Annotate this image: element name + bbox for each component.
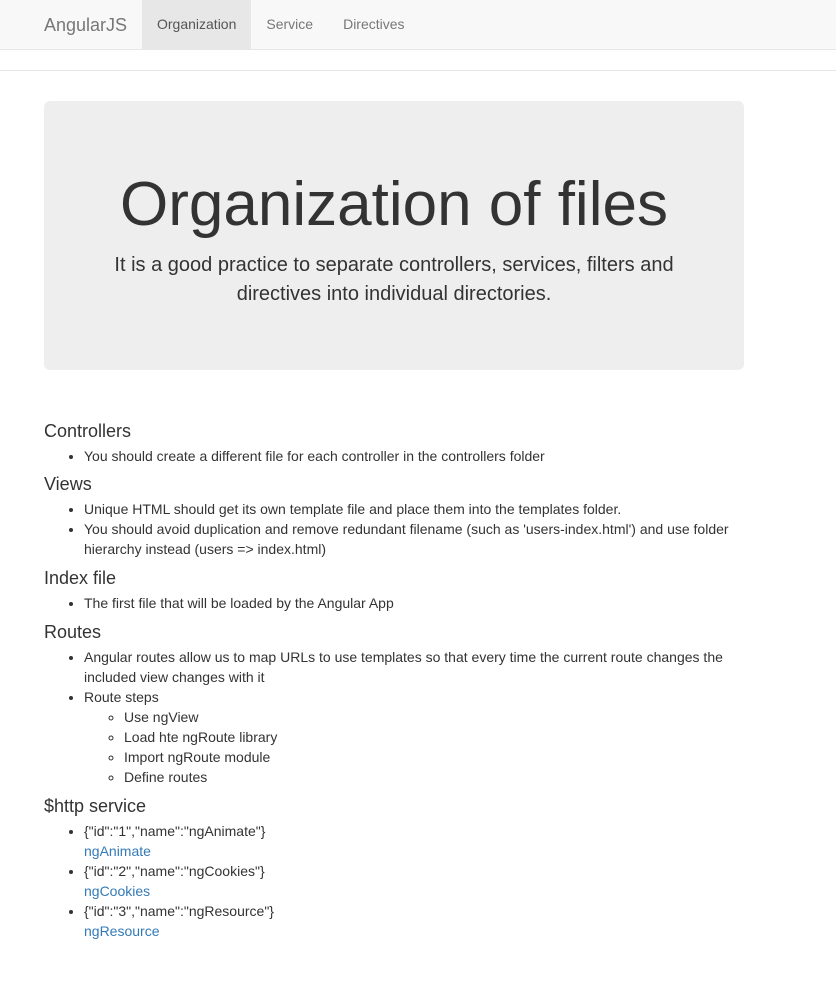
sub-list-item: ◦ Use ngView [124, 707, 764, 727]
list-item [84, 901, 764, 941]
json-text: {"id":"3","name":"ngResource"} [84, 903, 274, 919]
library-link[interactable]: ngResource [84, 923, 160, 939]
json-text: {"id":"2","name":"ngCookies"} [84, 863, 265, 879]
section-routes [44, 619, 764, 787]
list-item: • You should create a different file for each controller in the controllers folder [84, 446, 764, 466]
list-item [84, 821, 764, 861]
list-item: • The first file that will be loaded by the Angular App [84, 593, 764, 613]
section-controllers [44, 418, 764, 466]
section-heading: Routes [44, 622, 102, 642]
list-item-route-steps [84, 687, 764, 787]
bullet-list [44, 593, 764, 613]
list-item: • You should avoid duplication and remove redundant filename (such as 'users-index.html') and use folder hierarchy instead (users => index.html) [84, 519, 764, 559]
nav-item-organization [142, 0, 251, 49]
sub-list-item: ◦ Define routes [124, 767, 764, 787]
section-views [44, 471, 764, 559]
sub-list-item: ◦ Import ngRoute module [124, 747, 764, 767]
bullet-list [44, 499, 764, 559]
navbar [0, 0, 836, 50]
library-link[interactable]: ngAnimate [84, 843, 151, 859]
bullet-list [44, 647, 764, 787]
sub-list [84, 707, 764, 787]
list-item: • Unique HTML should get its own template file and place them into the templates folder. [84, 499, 764, 519]
bullet-list [44, 446, 764, 466]
page-title: Organization of files [120, 170, 668, 239]
tab-organization[interactable]: Organization [142, 0, 251, 49]
library-link[interactable]: ngCookies [84, 883, 151, 899]
sub-list-item: ◦ Load hte ngRoute library [124, 727, 764, 747]
list-item: • Angular routes allow us to map URLs to use templates so that every time the current route changes the included view changes with it [84, 647, 764, 687]
nav-tabs [142, 0, 420, 49]
list-item [84, 861, 764, 901]
section-heading: Views [44, 474, 92, 494]
jumbotron [44, 101, 744, 370]
section-http-service [44, 793, 764, 941]
divider [0, 70, 836, 71]
nav-item-service [251, 0, 328, 49]
tab-service[interactable]: Service [266, 16, 314, 32]
list-item-label: Route steps [84, 689, 159, 705]
navbar-brand[interactable]: AngularJS [44, 15, 128, 35]
section-heading: Controllers [44, 421, 132, 441]
bullet-list [44, 821, 764, 941]
tab-directives[interactable]: Directives [343, 16, 405, 32]
main-content [44, 418, 764, 947]
section-heading: Index file [44, 568, 117, 588]
section-index-file [44, 565, 764, 613]
page-subtitle: It is a good practice to separate controllers, services, filters and directives into individual directories. [114, 254, 674, 305]
section-heading: $http service [44, 796, 147, 816]
json-text: {"id":"1","name":"ngAnimate"} [84, 823, 266, 839]
nav-item-directives [328, 0, 419, 49]
